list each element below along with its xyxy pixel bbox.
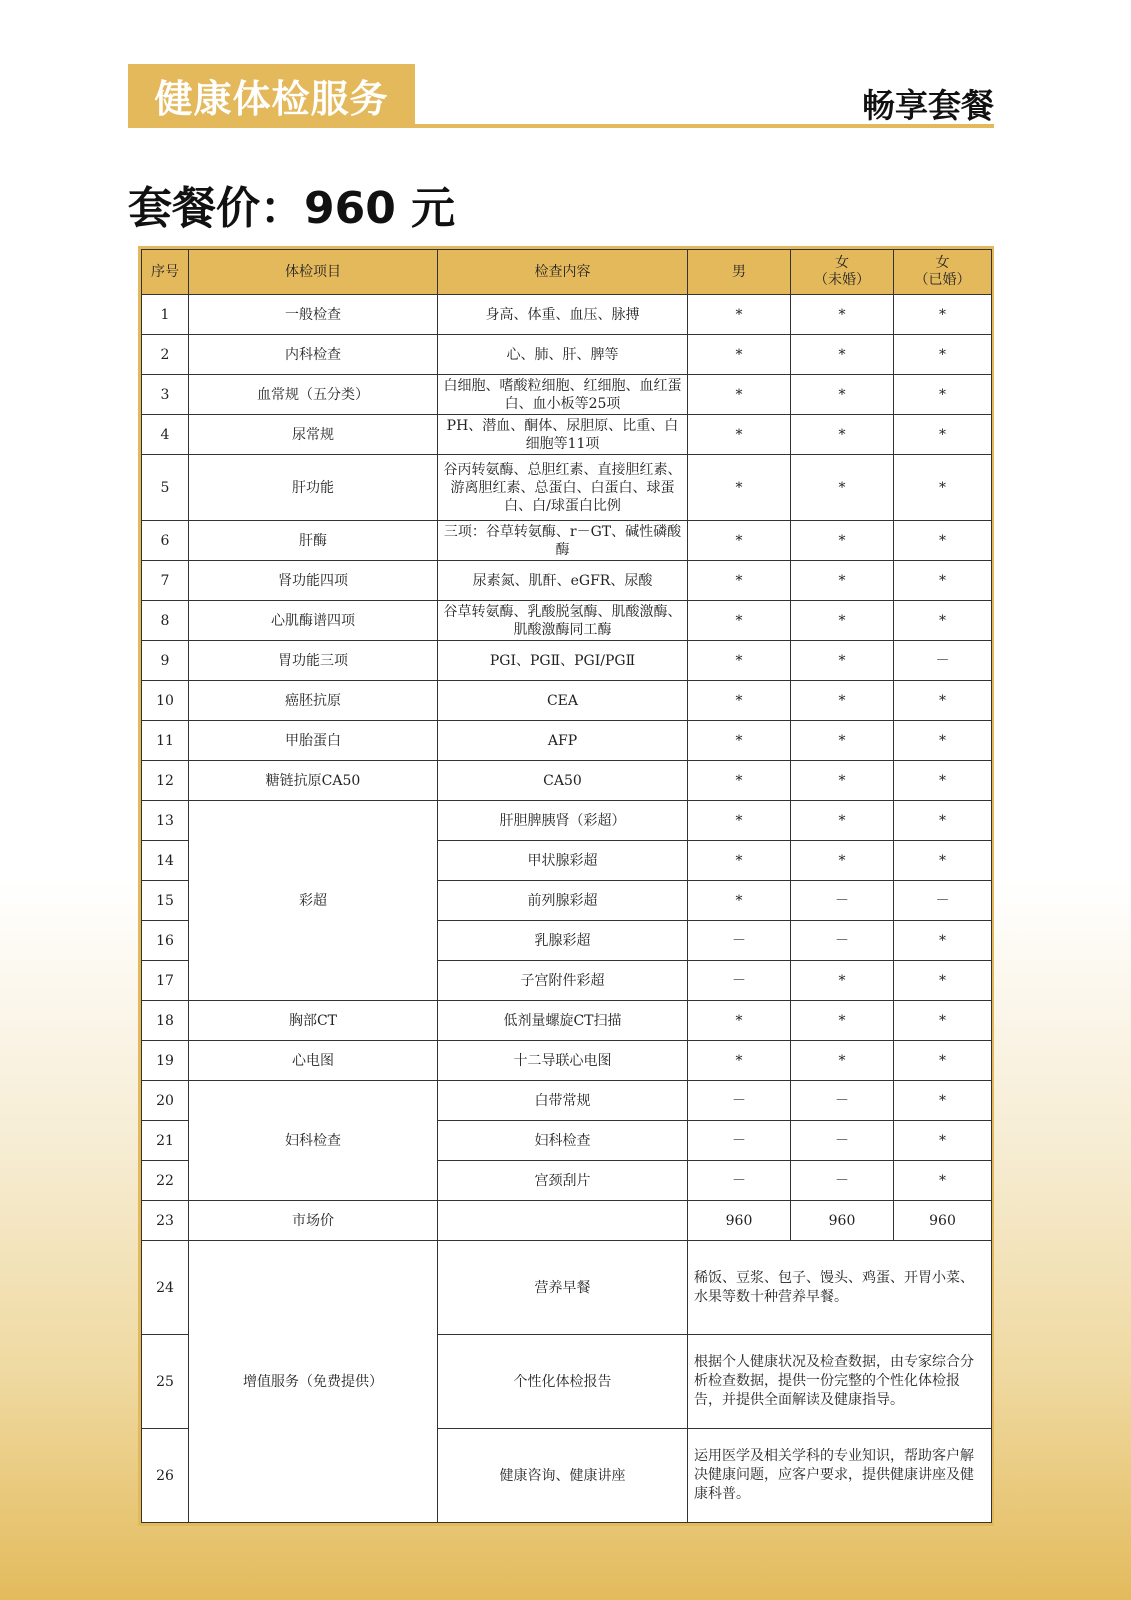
- row-number: 26: [142, 1429, 189, 1523]
- row-number: 21: [142, 1121, 189, 1161]
- row-number: 13: [142, 801, 189, 841]
- row-number: 19: [142, 1041, 189, 1081]
- male-mark: 960: [688, 1201, 791, 1241]
- female-unmarried-mark: *: [791, 721, 894, 761]
- row-number: 2: [142, 335, 189, 375]
- value-added-row: [142, 1241, 992, 1335]
- row-content: 乳腺彩超: [438, 921, 688, 961]
- female-unmarried-mark: *: [791, 295, 894, 335]
- table-row: [142, 601, 992, 641]
- row-content: 妇科检查: [438, 1121, 688, 1161]
- table-row: [142, 761, 992, 801]
- female-married-mark: *: [894, 375, 992, 415]
- value-added-description: 稀饭、豆浆、包子、馒头、鸡蛋、开胃小菜、水果等数十种营养早餐。: [688, 1241, 992, 1335]
- table-row: [142, 295, 992, 335]
- table-row: [142, 1001, 992, 1041]
- row-content: 甲状腺彩超: [438, 841, 688, 881]
- female-married-mark: *: [894, 841, 992, 881]
- male-mark: *: [688, 681, 791, 721]
- checkup-items-table: [141, 249, 992, 1523]
- header-female-married: 女 （已婚）: [894, 250, 992, 295]
- header-no: 序号: [142, 250, 189, 295]
- header-item: 体检项目: [189, 250, 438, 295]
- header-female-unmarried: 女 （未婚）: [791, 250, 894, 295]
- female-unmarried-mark: *: [791, 521, 894, 561]
- row-number: 24: [142, 1241, 189, 1335]
- female-married-mark: *: [894, 1001, 992, 1041]
- female-married-mark: *: [894, 1161, 992, 1201]
- row-number: 22: [142, 1161, 189, 1201]
- female-married-mark: －: [894, 641, 992, 681]
- male-mark: *: [688, 455, 791, 521]
- package-price: 套餐价：960 元: [128, 183, 456, 234]
- row-number: 4: [142, 415, 189, 455]
- male-mark: *: [688, 641, 791, 681]
- value-added-description: 根据个人健康状况及检查数据，由专家综合分析检查数据，提供一份完整的个性化体检报告，并提供全面解读及健康指导。: [688, 1335, 992, 1429]
- row-item: 血常规（五分类）: [189, 375, 438, 415]
- male-mark: *: [688, 335, 791, 375]
- male-mark: －: [688, 1121, 791, 1161]
- male-mark: *: [688, 415, 791, 455]
- row-number: 7: [142, 561, 189, 601]
- row-content: PGI、PGⅡ、PGI/PGⅡ: [438, 641, 688, 681]
- row-content: CEA: [438, 681, 688, 721]
- table-row: [142, 1201, 992, 1241]
- row-number: 3: [142, 375, 189, 415]
- row-content: 十二导联心电图: [438, 1041, 688, 1081]
- row-item: 一般检查: [189, 295, 438, 335]
- male-mark: －: [688, 961, 791, 1001]
- female-married-mark: *: [894, 1121, 992, 1161]
- value-added-content: 健康咨询、健康讲座: [438, 1429, 688, 1523]
- male-mark: *: [688, 561, 791, 601]
- checkup-table-container: [138, 246, 994, 1526]
- row-item: 心电图: [189, 1041, 438, 1081]
- row-content: 肝胆脾胰肾（彩超）: [438, 801, 688, 841]
- female-married-mark: *: [894, 1081, 992, 1121]
- row-content: 低剂量螺旋CT扫描: [438, 1001, 688, 1041]
- row-item: 市场价: [189, 1201, 438, 1241]
- row-number: 20: [142, 1081, 189, 1121]
- row-number: 18: [142, 1001, 189, 1041]
- row-content: 谷草转氨酶、乳酸脱氢酶、肌酸激酶、肌酸激酶同工酶: [438, 601, 688, 641]
- row-content: 谷丙转氨酶、总胆红素、直接胆红素、游离胆红素、总蛋白、白蛋白、球蛋白、白/球蛋白比例: [438, 455, 688, 521]
- package-name: 畅享套餐: [862, 86, 994, 125]
- row-content: PH、潜血、酮体、尿胆原、比重、白细胞等11项: [438, 415, 688, 455]
- female-married-mark: *: [894, 335, 992, 375]
- female-unmarried-mark: －: [791, 1161, 894, 1201]
- male-mark: *: [688, 1001, 791, 1041]
- male-mark: *: [688, 295, 791, 335]
- female-unmarried-mark: *: [791, 1041, 894, 1081]
- row-number: 5: [142, 455, 189, 521]
- row-number: 25: [142, 1335, 189, 1429]
- row-number: 14: [142, 841, 189, 881]
- row-number: 16: [142, 921, 189, 961]
- row-content: AFP: [438, 721, 688, 761]
- row-content: 白细胞、嗜酸粒细胞、红细胞、血红蛋白、血小板等25项: [438, 375, 688, 415]
- table-row: [142, 681, 992, 721]
- female-married-mark: *: [894, 601, 992, 641]
- female-married-mark: 960: [894, 1201, 992, 1241]
- row-number: 8: [142, 601, 189, 641]
- female-married-mark: *: [894, 801, 992, 841]
- female-unmarried-mark: *: [791, 335, 894, 375]
- value-added-content: 个性化体检报告: [438, 1335, 688, 1429]
- table-row: [142, 1041, 992, 1081]
- female-unmarried-mark: －: [791, 881, 894, 921]
- male-mark: *: [688, 881, 791, 921]
- female-married-mark: *: [894, 561, 992, 601]
- male-mark: *: [688, 1041, 791, 1081]
- row-number: 9: [142, 641, 189, 681]
- table-row: [142, 721, 992, 761]
- male-mark: *: [688, 521, 791, 561]
- female-unmarried-mark: *: [791, 415, 894, 455]
- row-content: 宫颈刮片: [438, 1161, 688, 1201]
- row-content: 三项：谷草转氨酶、r－GT、碱性磷酸酶: [438, 521, 688, 561]
- row-item: 肾功能四项: [189, 561, 438, 601]
- row-number: 6: [142, 521, 189, 561]
- row-item: 妇科检查: [189, 1081, 438, 1201]
- row-content: 心、肺、肝、脾等: [438, 335, 688, 375]
- male-mark: －: [688, 1161, 791, 1201]
- table-row: [142, 375, 992, 415]
- row-number: 11: [142, 721, 189, 761]
- female-unmarried-mark: *: [791, 561, 894, 601]
- row-content: 前列腺彩超: [438, 881, 688, 921]
- row-content: 身高、体重、血压、脉搏: [438, 295, 688, 335]
- male-mark: *: [688, 761, 791, 801]
- female-unmarried-mark: *: [791, 961, 894, 1001]
- row-number: 10: [142, 681, 189, 721]
- female-married-mark: *: [894, 1041, 992, 1081]
- row-item: 彩超: [189, 801, 438, 1001]
- female-unmarried-mark: －: [791, 921, 894, 961]
- table-header-row: [142, 250, 992, 295]
- row-content: 尿素氮、肌酐、eGFR、尿酸: [438, 561, 688, 601]
- row-number: 17: [142, 961, 189, 1001]
- female-married-mark: *: [894, 521, 992, 561]
- row-item: 糖链抗原CA50: [189, 761, 438, 801]
- value-added-description: 运用医学及相关学科的专业知识，帮助客户解决健康问题，应客户要求，提供健康讲座及健康科普。: [688, 1429, 992, 1523]
- female-unmarried-mark: －: [791, 1121, 894, 1161]
- female-married-mark: －: [894, 881, 992, 921]
- value-added-item: 增值服务（免费提供）: [189, 1241, 438, 1523]
- male-mark: －: [688, 1081, 791, 1121]
- table-row: [142, 455, 992, 521]
- female-unmarried-mark: －: [791, 1081, 894, 1121]
- table-row: [142, 801, 992, 841]
- row-item: 心肌酶谱四项: [189, 601, 438, 641]
- row-content: CA50: [438, 761, 688, 801]
- row-item: 肝功能: [189, 455, 438, 521]
- row-item: 胃功能三项: [189, 641, 438, 681]
- female-married-mark: *: [894, 681, 992, 721]
- header-content: 检查内容: [438, 250, 688, 295]
- female-unmarried-mark: *: [791, 455, 894, 521]
- row-content: 子宫附件彩超: [438, 961, 688, 1001]
- female-married-mark: *: [894, 455, 992, 521]
- table-row: [142, 561, 992, 601]
- table-row: [142, 641, 992, 681]
- female-unmarried-mark: *: [791, 641, 894, 681]
- value-added-content: 营养早餐: [438, 1241, 688, 1335]
- female-unmarried-mark: *: [791, 601, 894, 641]
- female-unmarried-mark: *: [791, 1001, 894, 1041]
- female-unmarried-mark: *: [791, 801, 894, 841]
- male-mark: *: [688, 721, 791, 761]
- row-number: 15: [142, 881, 189, 921]
- row-item: 胸部CT: [189, 1001, 438, 1041]
- female-unmarried-mark: 960: [791, 1201, 894, 1241]
- female-unmarried-mark: *: [791, 375, 894, 415]
- header-male: 男: [688, 250, 791, 295]
- female-married-mark: *: [894, 761, 992, 801]
- female-married-mark: *: [894, 415, 992, 455]
- row-content: 白带常规: [438, 1081, 688, 1121]
- female-married-mark: *: [894, 721, 992, 761]
- row-item: 尿常规: [189, 415, 438, 455]
- male-mark: *: [688, 801, 791, 841]
- row-number: 23: [142, 1201, 189, 1241]
- male-mark: *: [688, 601, 791, 641]
- section-title-tag: 健康体检服务: [128, 64, 415, 127]
- female-married-mark: *: [894, 295, 992, 335]
- male-mark: *: [688, 375, 791, 415]
- table-row: [142, 521, 992, 561]
- row-number: 12: [142, 761, 189, 801]
- male-mark: *: [688, 841, 791, 881]
- female-unmarried-mark: *: [791, 681, 894, 721]
- table-row: [142, 335, 992, 375]
- female-unmarried-mark: *: [791, 841, 894, 881]
- female-married-mark: *: [894, 961, 992, 1001]
- row-item: 内科检查: [189, 335, 438, 375]
- row-item: 肝酶: [189, 521, 438, 561]
- row-item: 甲胎蛋白: [189, 721, 438, 761]
- row-number: 1: [142, 295, 189, 335]
- row-item: 癌胚抗原: [189, 681, 438, 721]
- table-row: [142, 1081, 992, 1121]
- female-married-mark: *: [894, 921, 992, 961]
- male-mark: －: [688, 921, 791, 961]
- female-unmarried-mark: *: [791, 761, 894, 801]
- row-content: [438, 1201, 688, 1241]
- table-row: [142, 415, 992, 455]
